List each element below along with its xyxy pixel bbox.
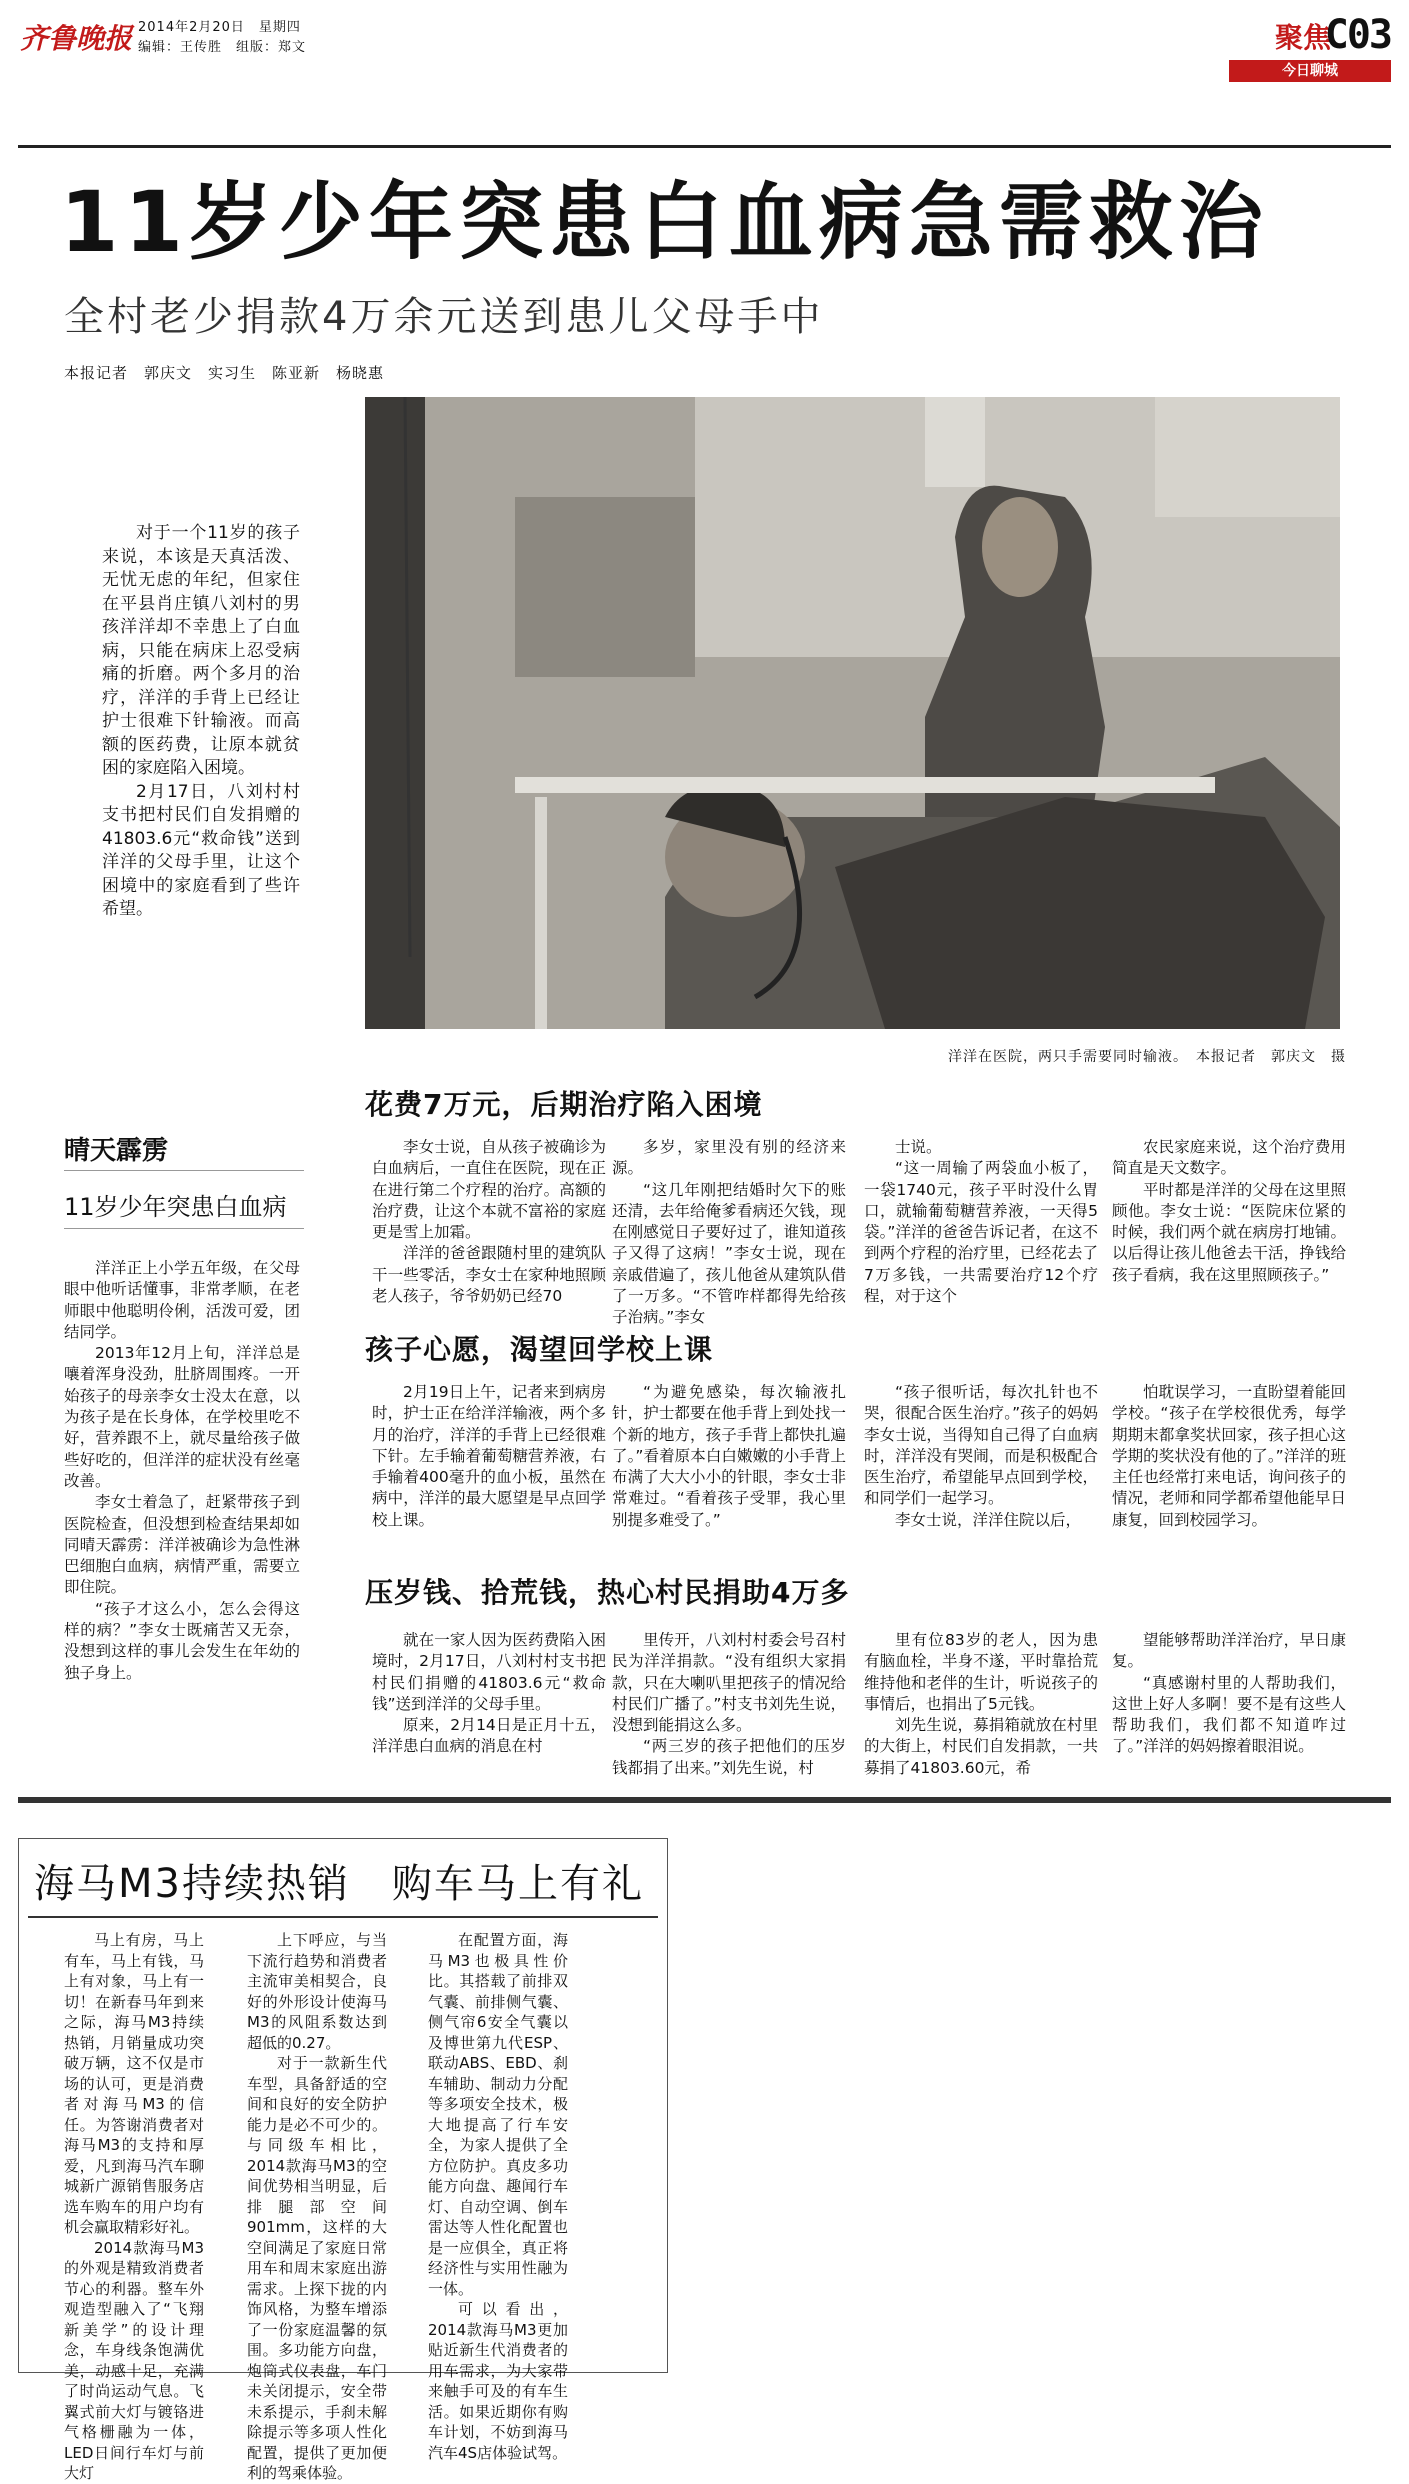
section-column <box>372 1630 606 1782</box>
paragraph: 李女士说，洋洋住院以后， <box>895 1510 1082 1529</box>
paragraph: “孩子很听话，每次扎针也不哭，很配合医生治疗。”孩子的妈妈李女士说，当得知自己得了白血病时，洋洋没有哭闹，而是积极配合医生治疗，希望能早点回到学校，和同学们一起学习。 <box>864 1383 1098 1508</box>
side-paragraph: 李女士着急了，赶紧带孩子到医院检查，但没想到检查结果却如同晴天霹雳：洋洋被确诊为急性淋巴细胞白血病，病情严重，需要立即住院。 <box>64 1493 300 1597</box>
issue-date: 2014年2月20日 星期四 <box>138 20 301 35</box>
section-name: 聚焦 <box>1274 21 1331 54</box>
subheadline: 全村老少捐款4万余元送到患儿父母手中 <box>64 294 824 340</box>
paragraph: 里有位83岁的老人，因为患有脑血栓，半身不遂，平时靠拾荒维持他和老伴的生计，听说孩子的事情后，也捐出了5元钱。 <box>864 1631 1098 1713</box>
masthead-logo-graphic <box>18 14 133 58</box>
section-title: 花费7万元，后期治疗陷入困境 <box>365 1088 763 1121</box>
section-column <box>1112 1137 1346 1312</box>
paragraph: 李女士说，自从孩子被确诊为白血病后，一直住在医院，现在正在进行第二个疗程的治疗。高额的治疗费，让这个本就不富裕的家庭更是雪上加霜。 <box>372 1138 606 1242</box>
paragraph: 农民家庭来说，这个治疗费用简直是天文数字。 <box>1112 1138 1346 1178</box>
section-column <box>372 1382 606 1562</box>
ad-paragraph: 在配置方面，海马M3也极具性价比。其搭载了前排双气囊、前排侧气囊、侧气帘6安全气囊以及博世第九代ESP、联动ABS、EBD、刹车辅助、制动力分配等多项安全技术，极大地提高了行车安全，为家人提供了全方位防护。真皮多功能方向盘、趣闻行车灯、自动空调、倒车雷达等人性化配置也是一应俱全，真正将经济性与实用性融为一体。 <box>428 1931 568 2298</box>
masthead-text: 齐鲁晚报 <box>20 22 133 55</box>
ad-column <box>428 1930 568 2462</box>
byline: 本报记者 郭庆文 实习生 陈亚新 杨晓惠 <box>64 364 385 382</box>
paragraph: 望能够帮助洋洋治疗，早日康复。 <box>1112 1631 1346 1671</box>
news-photo-image <box>365 397 1340 1029</box>
side-rule <box>64 1170 304 1171</box>
paragraph: “为避免感染，每次输液扎针，护士都要在他手背上到处找一个新的地方，孩子手背上都快扎遍了。”看着原本白白嫩嫩的小手背上布满了大大小小的针眼，李女士非常难过。“看着孩子受罪，我心里别提多难受了。” <box>612 1383 846 1529</box>
section-column <box>612 1382 846 1562</box>
paragraph: 2月19日上午，记者来到病房时，护士正在给洋洋输液，两个多月的治疗，洋洋的手背上已经很难下针。左手输着葡萄糖营养液，右手输着400毫升的血小板，虽然在病中，洋洋的最大愿望是早点回学校上课。 <box>372 1383 606 1529</box>
intro-paragraph: 对于一个11岁的孩子来说，本该是天真活泼、无忧无虑的年纪，但家住在平县肖庄镇八刘村的男孩洋洋却不幸患上了白血病，只能在病床上忍受病痛的折磨。两个多月的治疗，洋洋的手背上已经让护士很难下针输液。而高额的医药费，让原本就贫困的家庭陷入困境。 <box>102 523 300 778</box>
paragraph: 平时都是洋洋的父母在这里照顾他。李女士说：“医院床位紧的时候，我们两个就在病房打地铺。以后得让孩儿他爸去干活，挣钱给孩子看病，我在这里照顾孩子。” <box>1112 1180 1346 1284</box>
side-paragraph: “孩子才这么小，怎么会得这样的病？”李女士既痛苦又无奈，没想到这样的事儿会发生在年幼的独子身上。 <box>64 1599 300 1682</box>
section-column <box>612 1137 846 1327</box>
ad-title: 海马M3持续热销 购车马上有礼 <box>34 1861 644 1907</box>
paragraph: 原来，2月14日是正月十五，洋洋患白血病的消息在村 <box>372 1716 606 1756</box>
masthead-logo <box>18 14 133 58</box>
ad-paragraph: 上下呼应，与当下流行趋势和消费者主流审美相契合，良好的外形设计使海马M3的风阻系数达到超低的0.27。 <box>247 1931 387 2052</box>
ad-column <box>247 1930 387 2482</box>
paragraph: “真感谢村里的人帮助我们，这世上好人多啊！要不是有这些人帮助我们，我们都不知道咋过了。”洋洋的妈妈擦着眼泪说。 <box>1112 1673 1346 1756</box>
section-column <box>1112 1382 1346 1562</box>
section-title: 压岁钱、拾荒钱，热心村民捐助4万多 <box>365 1576 850 1609</box>
paragraph: 士说。 <box>895 1138 942 1156</box>
paragraph: 刘先生说，募捐箱就放在村里的大街上，村民们自发捐款，一共募捐了41803.60元，希 <box>864 1716 1098 1777</box>
paragraph: “这一周输了两袋血小板了，一袋1740元，孩子平时没什么胃口，就输葡萄糖营养液，一天得5袋。”洋洋的爸爸告诉记者，在这不到两个疗程的治疗里，已经花去了7万多钱，一共需要治疗12个疗程，对于这个 <box>864 1159 1098 1306</box>
paragraph: 洋洋的爸爸跟随村里的建筑队干一些零活，李女士在家种地照顾老人孩子，爷爷奶奶已经70 <box>372 1244 606 1306</box>
side-body <box>64 1258 300 1684</box>
page-code: C03 <box>1324 12 1391 58</box>
paragraph: 里传开，八刘村村委会号召村民为洋洋捐款。“没有组织大家捐款，只在大喇叭里把孩子的情况给村民们广播了。”村支书刘先生说，没想到能捐这么多。 <box>612 1631 846 1735</box>
page-divider <box>18 1797 1391 1803</box>
header-rule <box>18 145 1391 148</box>
paragraph: 怕耽误学习，一直盼望着能回学校。“孩子在学校很优秀，每学期期末都拿奖状回家，孩子担心这学期的奖状没有他的了。”洋洋的班主任也经常打来电话，询问孩子的情况，老师和同学都希望他能早日康复，回到校园学习。 <box>1112 1383 1346 1529</box>
ad-paragraph: 2014款海马M3的外观是精致消费者节心的利器。整车外观造型融入了“飞翔新美学”的设计理念，车身线条饱满优美，动感十足，充满了时尚运动气息。飞翼式前大灯与镀铬进气格栅融为一体，LED日间行车灯与前大灯 <box>64 2238 204 2482</box>
section-subtitle: 今日聊城 <box>1229 60 1391 82</box>
news-photo <box>365 397 1340 1029</box>
ad-paragraph: 马上有房，马上有车，马上有钱，马上有对象，马上有一切！在新春马年到来之际，海马M3持续热销，月销量成功突破万辆，这不仅是市场的认可，更是消费者对海马M3的信任。为答谢消费者对海马M3的支持和厚爱，凡到海马汽车聊城新广源销售服务店选车购车的用户均有机会赢取精彩好礼。 <box>64 1931 204 2236</box>
ad-column <box>64 1930 204 2482</box>
side-title: 晴天霹雳 <box>64 1136 169 1166</box>
side-rule <box>64 1228 304 1229</box>
section-column <box>864 1382 1098 1562</box>
side-paragraph: 洋洋正上小学五年级，在父母眼中他听话懂事，非常孝顺，在老师眼中他聪明伶俐，活泼可爱，团结同学。 <box>64 1259 300 1341</box>
photo-caption: 洋洋在医院，两只手需要同时输液。 本报记者 郭庆文 摄 <box>948 1049 1346 1065</box>
section-column <box>1112 1630 1346 1782</box>
side-paragraph: 2013年12月上旬，洋洋总是嚷着浑身没劲，肚脐周围疼。一开始孩子的母亲李女士没太在意，以为孩子是在长身体，在学校里吃不好，营养跟不上，就尽量给孩子做些好吃的，但洋洋的症状没有丝毫改善。 <box>64 1344 300 1490</box>
side-subtitle: 11岁少年突患白血病 <box>64 1193 287 1221</box>
intro-paragraph: 2月17日，八刘村村支书把村民们自发捐赠的41803.6元“救命钱”送到洋洋的父母手里，让这个困境中的家庭看到了些许希望。 <box>102 781 300 919</box>
headline: 11岁少年突患白血病急需救治 <box>60 173 1269 271</box>
paragraph: “这几年刚把结婚时欠下的账还清，去年给俺爹看病还欠钱，现在刚感觉日子要好过了，谁知道孩子又得了这病！”李女士说，现在亲戚借遍了，孩儿他爸从建筑队借了一万多。“不管咋样都得先给孩子治病。”李女 <box>612 1180 846 1327</box>
ad-paragraph: 对于一款新生代车型，具备舒适的空间和良好的安全防护能力是必不可少的。与同级车相比，2014款海马M3的空间优势相当明显，后排腿部空间901mm，这样的大空间满足了家庭日常用车和周末家庭出游需求。上探下拢的内饰风格，为整车增添了一份家庭温馨的氛围。多功能方向盘，炮筒式仪表盘，车门未关闭提示，安全带未系提示，手刹未解除提示等多项人性化配置，提供了更加便利的驾乘体验。 <box>247 2054 387 2482</box>
ad-paragraph: 可以看出，2014款海马M3更加贴近新生代消费者的用车需求，为大家带来触手可及的有车生活。如果近期你有购车计划，不妨到海马汽车4S店体验试驾。 <box>428 2300 568 2462</box>
ad-rule <box>28 1916 658 1918</box>
paragraph: 多岁，家里没有别的经济来源。 <box>612 1138 846 1178</box>
section-column <box>864 1630 1098 1782</box>
paragraph: “两三岁的孩子把他们的压岁钱都捐了出来。”刘先生说，村 <box>612 1737 846 1777</box>
section-column <box>612 1630 846 1782</box>
section-column <box>372 1137 606 1312</box>
paragraph: 就在一家人因为医药费陷入困境时，2月17日，八刘村村支书把村民们捐赠的41803.6元“救命钱”送到洋洋的父母手里。 <box>372 1631 606 1713</box>
section-column <box>864 1137 1098 1312</box>
issue-editors: 编辑：王传胜 组版：郑文 <box>138 40 307 55</box>
intro <box>102 522 300 922</box>
section-title: 孩子心愿，渴望回学校上课 <box>365 1333 714 1366</box>
